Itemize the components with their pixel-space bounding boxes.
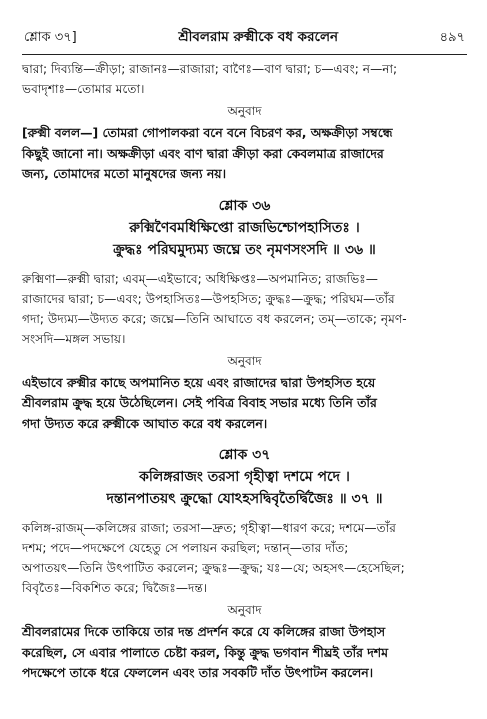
synonym-line: অপাতয়ৎ—তিনি উৎপাটিত করলেন; ক্রুদ্ধঃ—ক্রুদ্ধ; যঃ—যে; অহসৎ—হেসেছিল;	[22, 561, 405, 575]
translation-heading: অনুবাদ	[227, 104, 262, 118]
verse-line: দন্তানপাতয়ৎ ক্রুদ্ধো যোঽহসদ্বিবৃতৈর্দ্বিজৈঃ ॥ ৩৭ ॥	[106, 491, 383, 507]
synonym-line: রাজাদের দ্বারা; চ—এবং; উপহাসিতঃ—উপহসিত; ক্রুদ্ধঃ—ক্রুদ্ধ; পরিঘম—তাঁর	[22, 291, 395, 306]
verse-36-synonyms	[22, 269, 467, 349]
synonym-line: বিবৃতৈঃ—বিকশিত করে; দ্বিজৈঃ—দন্ত।	[22, 581, 208, 595]
translation-line: জন্য, তোমাদের মতো মানুষদের জন্য নয়।	[22, 166, 226, 181]
page-number: ৪৯৭	[439, 30, 465, 45]
verse-37-synonyms	[22, 518, 467, 598]
verse-36-text	[22, 217, 467, 261]
translation-line: এইভাবে রুক্মীর কাছে অপমানিত হয়ে এবং রাজাদের দ্বারা উপহসিত হয়ে	[22, 374, 376, 390]
header-verse-ref: শ্লোক ৩৭]	[24, 30, 77, 45]
translation-line: করেছিল, সে এবার পালাতে চেষ্টা করল, কিন্তু ক্রুদ্ধ ভগবান শীঘ্রই তাঁর দশম	[22, 644, 388, 660]
synonym-line: গদা; উদ্যম্য—উদ্যত করে; জঘ্নে—তিনি আঘাতে বধ করলেন; তম্—তাকে; নৃমণ-	[22, 311, 407, 326]
synonym-line: দ্বারা; দিব্যন্তি—ক্রীড়া; রাজানঃ—রাজারা; বাণৈঃ—বাণ দ্বারা; চ—এবং; ন—না;	[22, 62, 398, 76]
verse-number-36: শ্লোক ৩৬	[218, 197, 271, 214]
synonym-line: দশম; পদে—পদক্ষেপে যেহেতু সে পলায়ন করছিল; দন্তান্—তার দাঁত;	[22, 541, 349, 555]
chapter-title: শ্রীবলরাম রুক্মীকে বধ করলেন	[178, 29, 339, 45]
translation-line: গদা উদ্যত করে রুক্মীকে আঘাত করে বধ করলেন।	[22, 415, 268, 431]
translation-block	[22, 123, 467, 185]
verse-line: কলিঙ্গরাজং তরসা গৃহীত্বা দশমে পদে ।	[139, 469, 350, 485]
synonym-line: কলিঙ্গ-রাজম্—কলিঙ্গের রাজা; তরসা—দ্রুত; গৃহীত্বা—ধারণ করে; দশমে—তাঁর	[22, 521, 396, 535]
verse-line: রুক্মিণৈবমধিক্ষিপ্তো রাজভিশ্চোপহাসিতঃ ।	[129, 219, 360, 236]
top-synonyms	[22, 59, 467, 99]
verse-number-37: শ্লোক ৩৭	[218, 447, 271, 463]
verse-36-translation	[22, 373, 467, 435]
page-header	[22, 26, 467, 55]
verse-line: ক্রুদ্ধঃ পরিঘমুদ্যম্য জঘ্নে তং নৃমণসংসদি ॥ ৩৬ ॥	[113, 241, 376, 258]
translation-line: কিছুই জানো না। অক্ষক্রীড়া এবং বাণ দ্বারা ক্রীড়া করা কেবলমাত্র রাজাদের	[22, 145, 384, 161]
translation-line: [রুক্মী বলল—] তোমরা গোপালকরা বনে বনে বিচরণ কর, অক্ষক্রীড়া সম্বন্ধে	[22, 125, 393, 140]
verse-37-translation	[22, 622, 467, 684]
translation-line: পদক্ষেপে তাকে ধরে ফেললেন এবং তার সবকটি দাঁত উৎপাটন করলেন।	[22, 665, 374, 680]
translation-line: শ্রীবলরাম ক্রুদ্ধ হয়ে উঠেছিলেন। সেই পবিত্র বিবাহ সভার মধ্যে তিনি তাঁর	[22, 395, 377, 410]
translation-heading: অনুবাদ	[227, 353, 262, 368]
verse-37-text	[22, 466, 467, 510]
translation-line: শ্রীবলরামের দিকে তাকিয়ে তার দন্ত প্রদর্শন করে যে কলিঙ্গের রাজা উপহাস	[22, 624, 386, 639]
synonym-line: ভবাদৃশাঃ—তোমার মতো।	[22, 82, 145, 96]
synonym-line: রুক্মিণা—রুক্মী দ্বারা; এবম্—এইভাবে; অধিক্ষিপ্তঃ—অপমানিত; রাজভিঃ—	[22, 271, 378, 286]
synonym-line: সংসদি—মঙ্গল সভায়।	[22, 331, 126, 346]
translation-heading: অনুবাদ	[227, 603, 262, 617]
page	[22, 26, 467, 684]
